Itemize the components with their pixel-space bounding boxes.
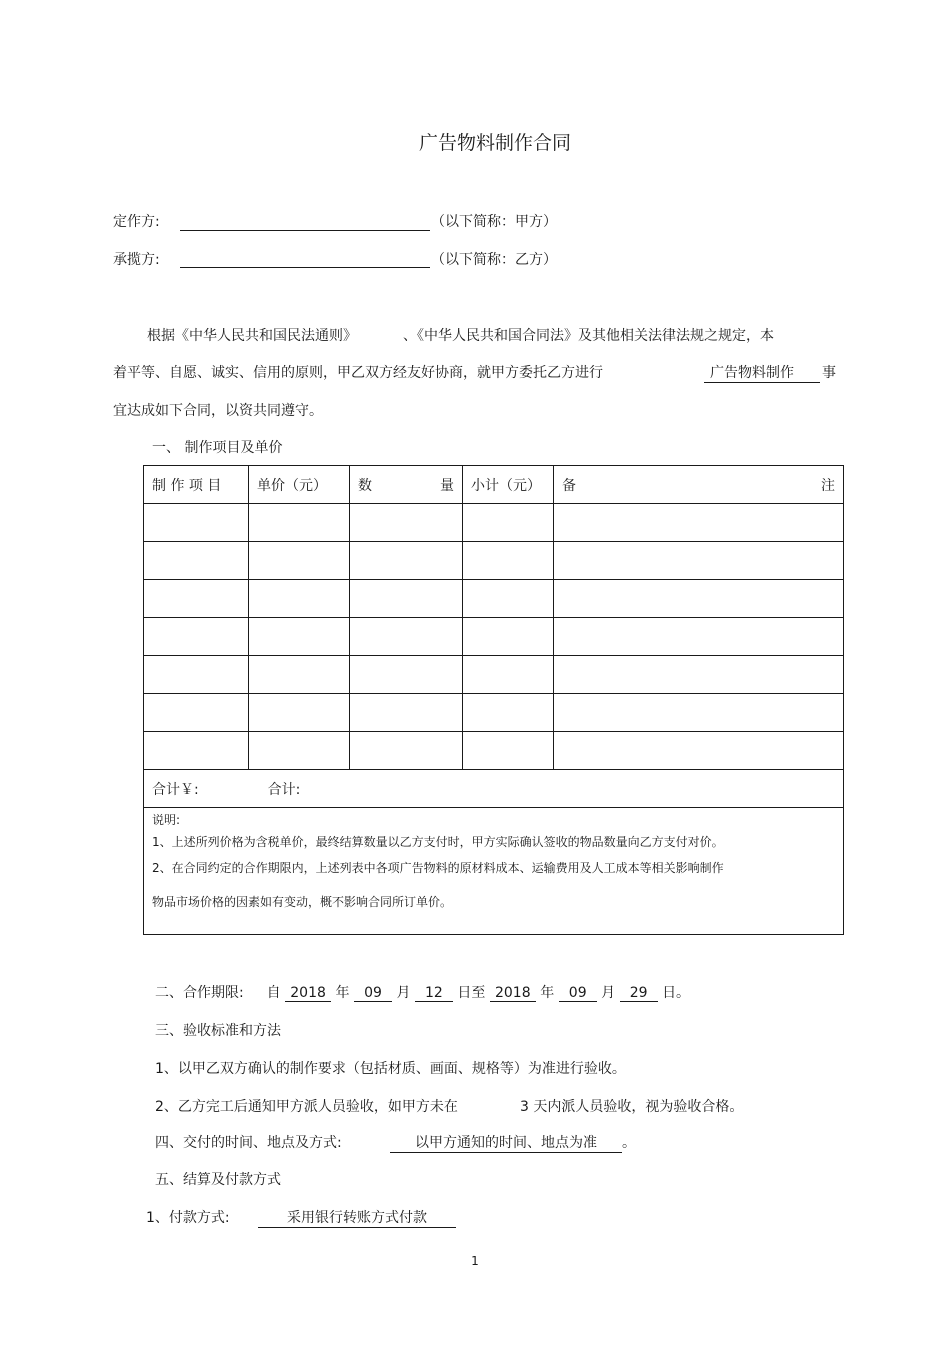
end-month-label: 月: [601, 985, 616, 1001]
cell[interactable]: [554, 542, 844, 580]
table-row: [144, 656, 844, 694]
cell[interactable]: [554, 656, 844, 694]
end-year[interactable]: 2018: [490, 985, 536, 1002]
cell[interactable]: [144, 580, 249, 618]
col-unit-price: 单价（元）: [249, 466, 350, 504]
end-month[interactable]: 09: [559, 985, 597, 1002]
cell[interactable]: [144, 618, 249, 656]
cell[interactable]: [463, 732, 554, 770]
cell[interactable]: [554, 732, 844, 770]
total-row: [144, 770, 844, 808]
total-label-currency: 合计￥:: [152, 781, 199, 798]
note-2a: 2、在合同约定的合作期限内，上述列表中各项广告物料的原材料成本、运输费用及人工成本等相关影响制作: [152, 860, 724, 875]
col-remark: [554, 466, 844, 504]
notes-title: 说明:: [152, 813, 181, 827]
note-1: 1、上述所列价格为含税单价，最终结算数量以乙方支付时，甲方实际确认签收的物品数量向乙方支付对价。: [152, 834, 724, 849]
cell[interactable]: [350, 732, 463, 770]
section3-item2-a: 2、乙方完工后通知甲方派人员验收，如甲方未在: [155, 1099, 458, 1115]
payment-method-value: 采用银行转账方式付款: [258, 1207, 456, 1228]
party-b-suffix: （以下简称：乙方）: [431, 252, 557, 268]
cell[interactable]: [554, 504, 844, 542]
table-row: [144, 732, 844, 770]
section4-value-wrap: [390, 1132, 636, 1153]
service-fill-value: 广告物料制作: [704, 362, 820, 383]
section2-heading: 二、合作期限:: [155, 985, 244, 1001]
end-day[interactable]: 29: [620, 985, 658, 1002]
table-row: [144, 580, 844, 618]
col-subtotal: 小计（元）: [463, 466, 554, 504]
section4-value: 以甲方通知的时间、地点为准: [390, 1132, 622, 1153]
section4-heading: 四、交付的时间、地点及方式:: [155, 1135, 342, 1151]
cell[interactable]: [249, 504, 350, 542]
col-quantity: [350, 466, 463, 504]
intro-line2-a: 着平等、自愿、诚实、信用的原则，甲乙双方经友好协商，就甲方委托乙方进行: [113, 365, 603, 381]
total-label-text: 合计:: [267, 781, 301, 798]
col-quantity-a: 数: [358, 477, 372, 494]
table-row: [144, 542, 844, 580]
section3-item1: 1、以甲乙双方确认的制作要求（包括材质、画面、规格等）为准进行验收。: [155, 1061, 626, 1077]
cell[interactable]: [249, 656, 350, 694]
section5-heading: 五、结算及付款方式: [155, 1172, 281, 1188]
cell[interactable]: [350, 580, 463, 618]
cell[interactable]: [350, 694, 463, 732]
party-b-blank[interactable]: [180, 267, 430, 268]
section1-heading: 一、 制作项目及单价: [152, 440, 283, 456]
page-title: 广告物料制作合同: [418, 132, 571, 154]
col-item: 制 作 项 目: [144, 466, 249, 504]
cell[interactable]: [249, 542, 350, 580]
section5-item1-label: 1、付款方式:: [146, 1210, 230, 1226]
cell[interactable]: [249, 618, 350, 656]
intro-line3: 宜达成如下合同，以资共同遵守。: [113, 403, 323, 419]
cell[interactable]: [249, 732, 350, 770]
cell[interactable]: [554, 618, 844, 656]
total-cell: [144, 770, 844, 808]
cell[interactable]: [144, 694, 249, 732]
cell[interactable]: [350, 542, 463, 580]
cell[interactable]: [144, 542, 249, 580]
section5-item1-wrap: [258, 1207, 456, 1228]
items-table: [143, 465, 844, 935]
end-year-label: 年: [540, 985, 555, 1001]
cell[interactable]: [249, 694, 350, 732]
cell[interactable]: [463, 504, 554, 542]
notes-row: [144, 808, 844, 935]
cell[interactable]: [144, 732, 249, 770]
start-year[interactable]: 2018: [285, 985, 331, 1002]
intro-line2-fill: [704, 362, 820, 383]
party-a-label: 定作方:: [113, 214, 160, 230]
day-to-label: 日至: [457, 985, 486, 1001]
table-row: [144, 618, 844, 656]
cell[interactable]: [554, 694, 844, 732]
note-2b: 物品市场价格的因素如有变动，概不影响合同所订单价。: [152, 895, 453, 910]
table-header-row: [144, 466, 844, 504]
intro-line2-b: 事: [822, 365, 836, 381]
cell[interactable]: [463, 694, 554, 732]
section3-item2-b: 3 天内派人员验收，视为验收合格。: [520, 1099, 744, 1115]
section3-heading: 三、验收标准和方法: [155, 1023, 281, 1039]
start-day[interactable]: 12: [415, 985, 453, 1002]
cell[interactable]: [350, 656, 463, 694]
section2-row: [155, 982, 690, 1002]
col-remark-b: 注: [821, 477, 835, 494]
table-row: [144, 504, 844, 542]
cell[interactable]: [350, 504, 463, 542]
col-remark-a: 备: [562, 477, 576, 494]
from-label: 自: [266, 985, 281, 1001]
start-month[interactable]: 09: [354, 985, 392, 1002]
cell[interactable]: [463, 542, 554, 580]
cell[interactable]: [463, 580, 554, 618]
year-label: 年: [335, 985, 350, 1001]
cell[interactable]: [144, 504, 249, 542]
cell[interactable]: [554, 580, 844, 618]
section4-end: 。: [622, 1135, 636, 1151]
intro-line1-a: 根据《中华人民共和国民法通则》: [147, 328, 357, 344]
party-a-blank[interactable]: [180, 230, 430, 231]
col-quantity-b: 量: [440, 477, 454, 494]
day-end-label: 日。: [662, 985, 691, 1001]
month-label: 月: [396, 985, 411, 1001]
notes-cell: [144, 808, 844, 935]
page-number: 1: [471, 1254, 479, 1268]
cell[interactable]: [463, 656, 554, 694]
party-a-suffix: （以下简称：甲方）: [431, 214, 557, 230]
cell[interactable]: [249, 580, 350, 618]
table-row: [144, 694, 844, 732]
intro-line1-b: 、《中华人民共和国合同法》及其他相关法律法规之规定，本: [403, 328, 774, 344]
cell[interactable]: [463, 618, 554, 656]
cell[interactable]: [144, 656, 249, 694]
cell[interactable]: [350, 618, 463, 656]
party-b-label: 承揽方:: [113, 252, 160, 268]
